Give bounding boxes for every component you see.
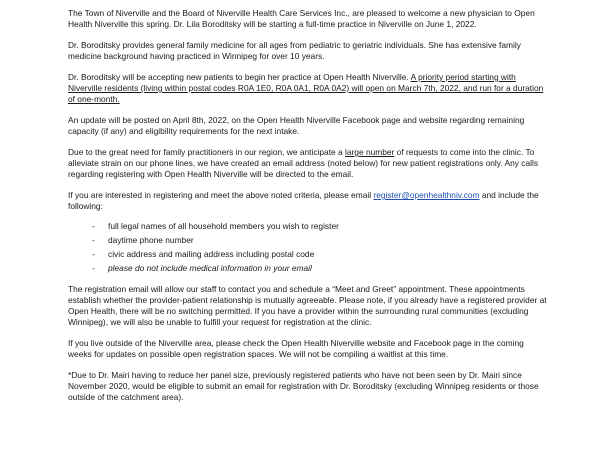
- registration-intro-end: and include the following:: [68, 190, 539, 211]
- registration-instructions-paragraph: [68, 190, 548, 212]
- document-body: [68, 8, 548, 413]
- registration-intro: If you are interested in registering and meet the above noted criteria, please email: [68, 190, 374, 200]
- update-paragraph: An update will be posted on April 8th, 2022, on the Open Health Niverville Facebook page and website regarding remaining capacity (if any) and eligibility requirements for the next intake.: [68, 115, 525, 136]
- outside-area-paragraph: If you live outside of the Niverville area, please check the Open Health Niverville website and Facebook page in the coming weeks for updates on possible open registration spaces. We will not be compiling a waitlist at this time.: [68, 338, 524, 359]
- demand-paragraph: [68, 147, 548, 180]
- practice-description-paragraph: Dr. Boroditsky provides general family medicine for all ages from pediatric to geriatric individuals. She has extensive family medicine background having practiced in Winnipeg for over 10 years.: [68, 40, 521, 61]
- demand-text-start: Due to the great need for family practitioners in our region, we anticipate a: [68, 147, 345, 157]
- large-number-emphasis: large number: [345, 147, 395, 157]
- priority-period-notice: A priority period starting with Niverville residents (living within postal codes R0A 1E0, R0A 0A1, R0A 0A2) will open on March 7th, 2022, and run for a duration of one-month.: [68, 72, 544, 104]
- list-item: - civic address and mailing address including postal code: [92, 249, 548, 260]
- meet-and-greet-paragraph: The registration email will allow our staff to contact you and schedule a “Meet and Greet” appointment. These appointments establish whether the provider-patient relationship is mutually agreeable. Please note, if you already have a registered provider at Open Health, there will be no switching permitted. If you have a provider within the surrounding rural communities (excluding Winnipeg), we will also be unable to fulfill your request for registration at the clinic.: [68, 284, 547, 327]
- demand-text-end: of requests to come into the clinic. To alleviate strain on our phone lines, we have created an email address (noted below) for new patient registrations only. Any calls regarding registering with Open Health Niverville will be directed to the email.: [68, 147, 539, 179]
- list-item: - please do not include medical information in your email: [92, 263, 548, 274]
- new-patients-intro: Dr. Boroditsky will be accepting new patients to begin her practice at Open Health Niverville.: [68, 72, 411, 82]
- registration-email-link[interactable]: register@openhealthniv.com: [373, 190, 480, 200]
- list-item: - daytime phone number: [92, 235, 548, 246]
- footnote-paragraph: *Due to Dr. Mairi having to reduce her panel size, previously registered patients who have not been seen by Dr. Mairi since November 2020, would be eligible to submit an email for registration with Dr. Boroditsky (excluding Winnipeg residents or those outside of the catchment area).: [68, 370, 539, 402]
- new-patients-paragraph: [68, 72, 548, 105]
- welcome-paragraph: The Town of Niverville and the Board of Niverville Health Care Services Inc., are pleased to welcome a new physician to Open Health Niverville this spring. Dr. Lila Boroditsky will be starting a full-time practice in Niverville on June 1, 2022.: [68, 8, 535, 29]
- list-item: - full legal names of all household members you wish to register: [92, 221, 548, 232]
- registration-requirements-list: [68, 221, 548, 274]
